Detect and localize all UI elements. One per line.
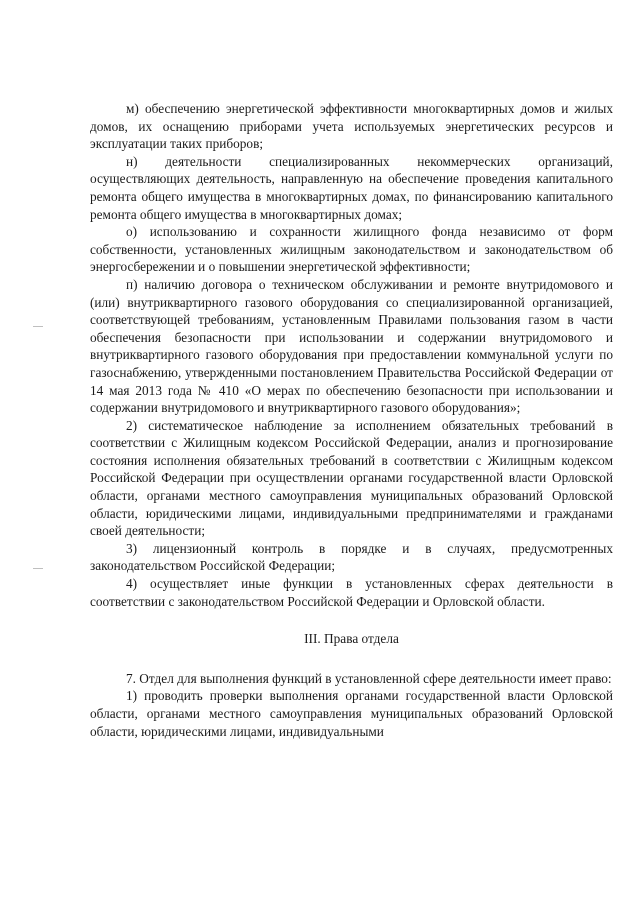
paragraph-item-2: 2) систематическое наблюдение за исполнением обязательных требований в соответствии с Жилищным кодексом Российской Федерации, анализ и прогнозирование состояния исполнения обязательных требований в соответствии с Жилищным кодексом Российской Федерации при осуществлении органами государственной власти Орловской области, органами местного самоуправления муниципальных образований Орловской области, юридическими лицами, индивидуальными предпринимателями и гражданами своей деятельности; [90,417,613,539]
scan-mark [33,568,43,569]
document-body [90,100,613,740]
paragraph-item-o: о) использованию и сохранности жилищного фонда независимо от форм собственности, установленных жилищным законодательством и законодательством об энергосбережении и о повышении энергетической эффективности; [90,224,613,275]
paragraph-item-m: м) обеспечению энергетической эффективности многоквартирных домов и жилых домов, их оснащению приборами учета используемых энергетических ресурсов и эксплуатации таких приборов; [90,101,613,152]
section-heading: III. Права отдела [304,631,399,647]
paragraph-right-1: 1) проводить проверки выполнения органами государственной власти Орловской области, органами местного самоуправления муниципальных образований Орловской области, юридическими лицами, индивидуальными [90,688,613,739]
paragraph-item-3: 3) лицензионный контроль в порядке и в случаях, предусмотренных законодательством Российской Федерации; [90,540,613,574]
paragraph-clause-7: 7. Отдел для выполнения функций в установленной сфере деятельности имеет право: [126,670,612,686]
scan-mark [33,326,43,327]
paragraph-item-p: п) наличию договора о техническом обслуживании и ремонте внутридомового и (или) внутриквартирного газового оборудования со специализированной организацией, соответствующей требованиям, установленным Правилами пользования газом в части обеспечения безопасности при использовании и содержании внутридомового и внутриквартирного газового оборудования при предоставлении коммунальной услуги по газоснабжению, утвержденными постановлением Правительства Российской Федерации от 14 мая 2013 года № 410 «О мерах по обеспечению безопасности при использовании и содержании внутридомового и внутриквартирного газового оборудования»; [90,276,613,416]
paragraph-item-n: н) деятельности специализированных некоммерческих организаций, осуществляющих деятельность, направленную на обеспечение проведения капитального ремонта общего имущества в многоквартирных домах, по финансированию капитального ремонта общего имущества в многоквартирных домах; [90,153,613,222]
paragraph-item-4: 4) осуществляет иные функции в установленных сферах деятельности в соответствии с законодательством Российской Федерации и Орловской области. [90,576,613,609]
